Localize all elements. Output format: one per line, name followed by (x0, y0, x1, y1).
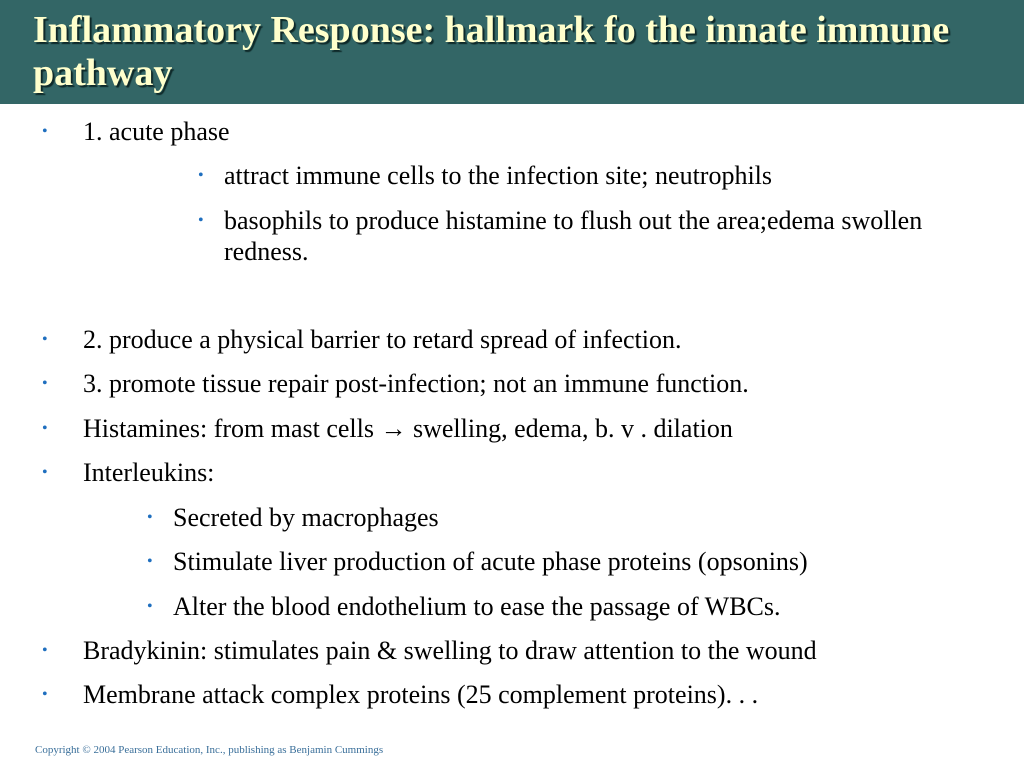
bullet-text: Interleukins: (83, 458, 215, 487)
bullet-text: 2. produce a physical barrier to retard spread of infection. (83, 325, 682, 354)
bullet-interleukins (42, 457, 982, 488)
bullet-marker: • (42, 123, 48, 140)
bullet-bradykinin (42, 635, 992, 666)
bullet-text: basophils to produce histamine to flush out the area;edema swollen redness. (224, 206, 923, 266)
bullet-marker: • (42, 464, 48, 481)
bullet-marker: • (198, 212, 204, 229)
bullet-marker: • (42, 331, 48, 348)
bullet-text: Stimulate liver production of acute phase proteins (opsonins) (173, 547, 808, 576)
bullet-text: Alter the blood endothelium to ease the passage of WBCs. (173, 592, 781, 621)
bullet-membrane-attack (42, 679, 992, 710)
bullet-marker: • (42, 375, 48, 392)
bullet-text: attract immune cells to the infection site; neutrophils (224, 161, 773, 190)
sub-bullet-endothelium (147, 591, 987, 622)
bullet-physical-barrier (42, 324, 982, 355)
bullet-marker: • (42, 642, 48, 659)
bullet-histamines (42, 413, 982, 444)
bullet-acute-phase (42, 116, 982, 147)
slide-title: Inflammatory Response: hallmark fo the innate immune pathway (33, 9, 950, 94)
bullet-text: Membrane attack complex proteins (25 complement proteins). . . (83, 680, 759, 709)
sub-bullet-basophils (198, 205, 988, 267)
bullet-marker: • (198, 167, 204, 184)
bullet-text: 3. promote tissue repair post-infection; not an immune function. (83, 369, 749, 398)
bullet-text: Secreted by macrophages (173, 503, 439, 532)
copyright-footer: Copyright © 2004 Pearson Education, Inc., publishing as Benjamin Cummings (35, 744, 384, 756)
bullet-marker: • (42, 686, 48, 703)
bullet-marker: • (147, 509, 153, 526)
bullet-text: Histamines: from mast cells → swelling, edema, b. v . dilation (83, 414, 733, 443)
bullet-text: Bradykinin: stimulates pain & swelling to draw attention to the wound (83, 636, 817, 665)
sub-bullet-macrophages (147, 502, 987, 533)
sub-bullet-liver-production (147, 546, 987, 577)
bullet-text: 1. acute phase (83, 117, 230, 146)
bullet-marker: • (42, 420, 48, 437)
bullet-tissue-repair (42, 368, 982, 399)
sub-bullet-attract-cells (198, 160, 988, 191)
bullet-marker: • (147, 553, 153, 570)
bullet-marker: • (147, 598, 153, 615)
